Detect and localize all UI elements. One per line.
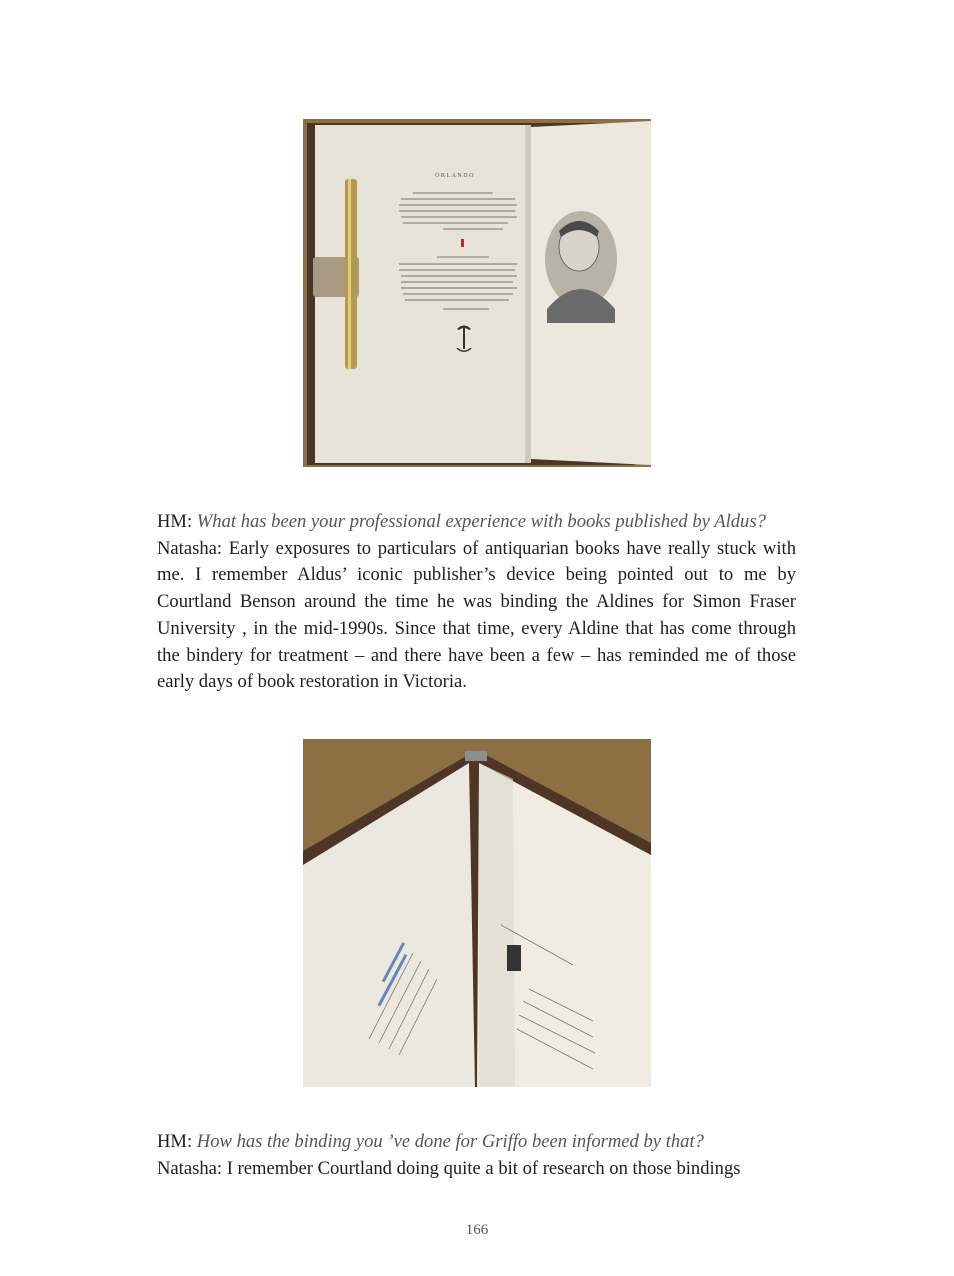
interview-question [157,1129,796,1156]
photo1-graphic [303,119,651,467]
photo2-graphic [303,739,651,1087]
open-book-photo-with-portrait [303,119,651,467]
answer-speaker: Natasha: [157,537,223,559]
photo1-running-head: ORLANDO [435,173,475,179]
answer-text: Early exposures to particulars of antiquarian books have really stuck with me. I remember Aldus’ iconic publisher’s device being pointed out to me by Courtland Benson around the time he was binding the Aldines for Simon Fraser University , in the mid-1990s. Since that time, every Aldine that has come through the bindery for treatment – and there have been a few – has reminded me of those early days of book restoration in Victoria. [157,537,796,693]
answer-text: I remember Courtland doing quite a bit of research on those bindings [226,1157,741,1179]
question-text: How has the binding you ’ve done for Griffo been informed by that? [196,1131,704,1152]
page-number: 166 [465,1222,489,1238]
interview-answer [157,1156,796,1183]
photo2-woodcut-initial [507,945,521,971]
answer-speaker: Natasha: [157,1157,223,1179]
open-book-spine-photo [303,739,651,1087]
question-speaker: HM: [157,511,193,532]
interview-block-1 [157,509,796,696]
interview-answer [157,536,796,696]
interview-block-2 [157,1129,796,1182]
photo2-endband [465,751,487,761]
question-text: What has been your professional experience with books published by Aldus? [196,511,766,532]
question-speaker: HM: [157,1131,193,1152]
interview-question [157,509,796,536]
photo1-red-mark [461,239,464,247]
